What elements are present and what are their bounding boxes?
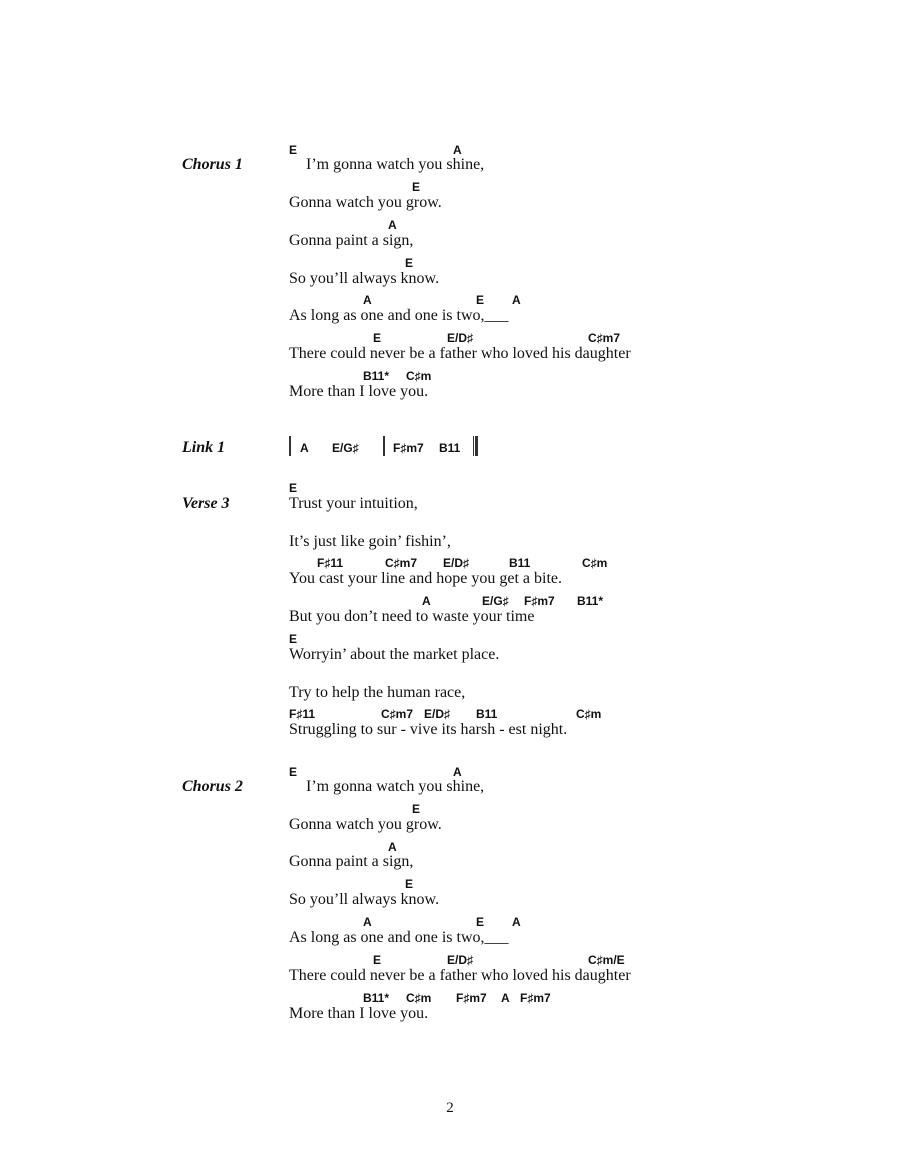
chord: E/D♯ (424, 707, 451, 721)
chord: A (453, 765, 462, 779)
chord: B11* (363, 369, 390, 383)
chord: A (363, 293, 372, 307)
section-label-chorus-2: Chorus 2 (182, 778, 243, 795)
chord: E (476, 915, 485, 929)
chord: E (405, 877, 414, 891)
chord: E (289, 143, 298, 157)
lyric-line: More than I love you. (289, 1005, 429, 1022)
lyric-line: Gonna paint a sign, (289, 853, 414, 870)
lyric-line: Gonna paint a sign, (289, 232, 414, 249)
lyric-line: As long as one and one is two,___ (289, 929, 509, 946)
lyric-line: You cast your line and hope you get a bite. (289, 570, 562, 587)
lyric-line: So you’ll always know. (289, 270, 440, 287)
chord: B11 (509, 556, 531, 570)
lyric-line: Gonna watch you grow. (289, 816, 442, 833)
lyric-line: I’m gonna watch you shine, (306, 156, 485, 173)
chord: C♯m (582, 556, 608, 570)
barline (289, 436, 291, 456)
barline (383, 436, 385, 456)
chord: E/D♯ (447, 331, 474, 345)
page-number: 2 (446, 1100, 454, 1116)
chord: E (373, 953, 382, 967)
lyric-line: Gonna watch you grow. (289, 194, 442, 211)
final-barline (473, 436, 478, 456)
chord: F♯11 (289, 707, 316, 721)
chord: B11 (439, 441, 461, 455)
lyric-line: There could never be a father who loved his daughter (289, 967, 631, 984)
lyric-line: So you’ll always know. (289, 891, 440, 908)
chord: E (289, 765, 298, 779)
chord: F♯m7 (393, 441, 424, 455)
chord: F♯m7 (456, 991, 487, 1005)
lyric-line: But you don’t need to waste your time (289, 608, 535, 625)
chord: E (405, 256, 414, 270)
chord: E (289, 481, 298, 495)
chord: C♯m7 (385, 556, 418, 570)
chord: C♯m7 (381, 707, 414, 721)
chord: A (388, 218, 397, 232)
lyric-line: Worryin’ about the market place. (289, 646, 500, 663)
chord: E/D♯ (443, 556, 470, 570)
chord: A (453, 143, 462, 157)
lyric-line: Try to help the human race, (289, 684, 466, 701)
chord: E (373, 331, 382, 345)
section-label-verse-3: Verse 3 (182, 495, 230, 512)
lyric-line: It’s just like goin’ fishin’, (289, 533, 451, 550)
chord: C♯m (576, 707, 602, 721)
chord: B11* (363, 991, 390, 1005)
section-label-link-1: Link 1 (182, 439, 226, 456)
chord: A (512, 915, 521, 929)
lyric-line: As long as one and one is two,___ (289, 307, 509, 324)
chord: B11 (476, 707, 498, 721)
section-label-chorus-1: Chorus 1 (182, 156, 243, 173)
chord: C♯m (406, 369, 432, 383)
chord: C♯m7 (588, 331, 621, 345)
chord: F♯m7 (520, 991, 551, 1005)
chord: E (412, 802, 421, 816)
lyric-line: More than I love you. (289, 383, 429, 400)
lyric-line: I’m gonna watch you shine, (306, 778, 485, 795)
chord: E/G♯ (332, 441, 359, 455)
chord: E/G♯ (482, 594, 509, 608)
lyric-line: Struggling to sur - vive its harsh - est night. (289, 721, 568, 738)
chord: E/D♯ (447, 953, 474, 967)
chord: B11* (577, 594, 604, 608)
chord: F♯m7 (524, 594, 555, 608)
chord: E (412, 180, 421, 194)
chord: E (289, 632, 298, 646)
chord: A (512, 293, 521, 307)
chord: A (501, 991, 510, 1005)
chord: E (476, 293, 485, 307)
lyric-line: There could never be a father who loved his daughter (289, 345, 631, 362)
lyric-line: Trust your intuition, (289, 495, 418, 512)
chord: A (388, 840, 397, 854)
chord: A (422, 594, 431, 608)
chord: C♯m (406, 991, 432, 1005)
chord: A (363, 915, 372, 929)
chord: A (300, 441, 309, 455)
chord: C♯m/E (588, 953, 625, 967)
chord: F♯11 (317, 556, 344, 570)
